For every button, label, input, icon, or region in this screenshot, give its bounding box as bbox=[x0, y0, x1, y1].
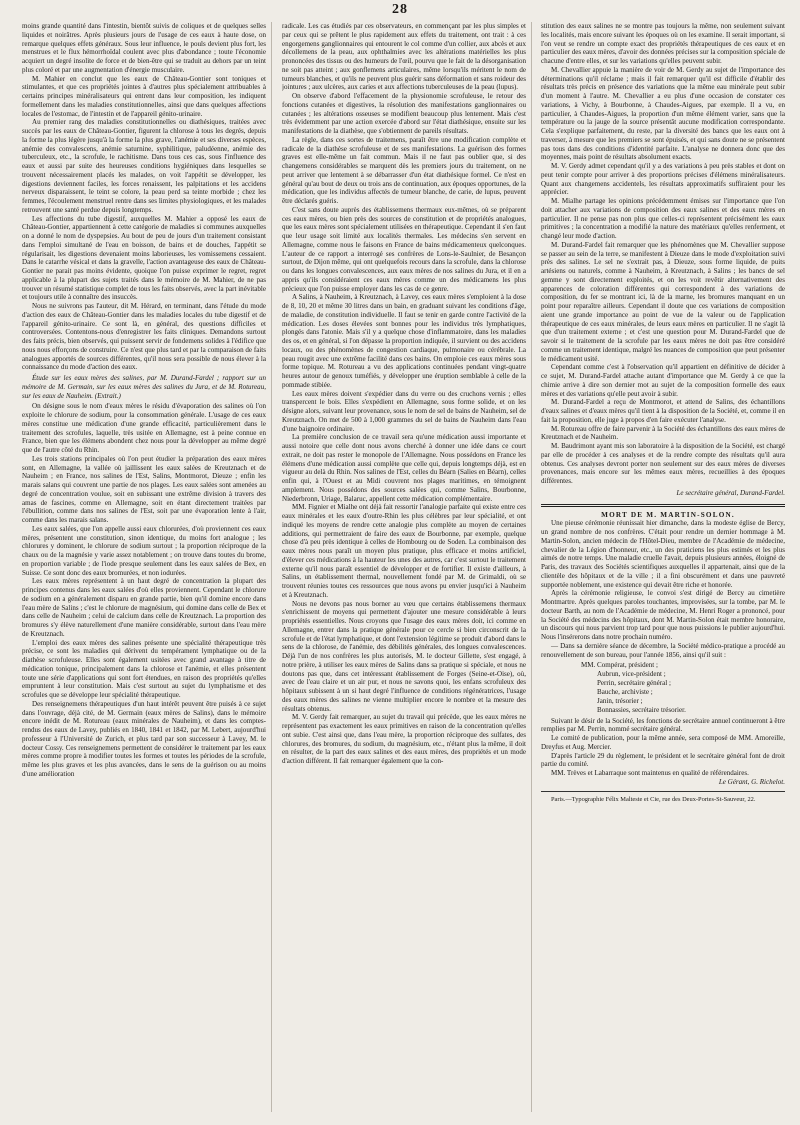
paragraph: moins grande quantité dans l'intestin, bientôt suivis de coliques et de quelques selles liquides et noirâtres. Après plusieurs jours de l'usage de ces eaux à haute dose, on remarque quelques effets généraux. Sous leur influence, le pouls devient plus fort, les menstrues et le flux hémorrhoïdal coulent avec plus d'abondance ; toute l'économie acquiert un degré insolite de force et de bien-être qui se traduit au dehors par un teint plus coloré et par une augmentation d'énergie musculaire. bbox=[22, 22, 266, 74]
gerant-signature: Le Gérant, G. Richelot. bbox=[718, 777, 785, 786]
paragraph: stitution des eaux salines ne se montre pas toujours la même, non seulement suivant les localités, mais encore suivant les époques où on les examine. Il serait important, si l'on veut se rendre un compte exact des propriétés thérapeutiques de ces eaux et en particulier des eaux mères, d'avoir des données précises sur la composition spéciale de chacune d'entre elles, et sur les variations qu'elles peuvent subir. bbox=[541, 22, 785, 65]
page-number: 28 bbox=[392, 2, 408, 17]
paragraph: L'emploi des eaux mères des salines présente une spécialité thérapeutique très précise, ce sont les maladies qui dérivent du tempérament lymphatique ou de la diathèse scrofuleuse. Elles sont également usitées avec grand avantage à titre de médication tonique, principalement dans la chlorose et l'anémie, et elles présentent toute une série d'applications qui sont fort étendues, en raison des propriétés qu'elles empruntent à leur constitution. Mais c'est surtout au sujet du lymphatisme et des scrofules que se développe leur spécialité thérapeutique. bbox=[22, 638, 266, 699]
paragraph: M. Mahier en conclut que les eaux de Château-Gontier sont toniques et stimulantes, et que ces propriétés jointes à d'autres plus spécialement attribuables à certains principes minéralisateurs qui entrent dans leur composition, les indiquent formellement dans les maladies constitutionnelles, ainsi que dans quelques affections locales de l'estomac, de l'intestin et de l'appareil génito-urinaire. bbox=[22, 74, 266, 118]
paragraph: M. Rotureau offre de faire parvenir à la Société des échantillons des eaux mères de Kreutznach et de Nauheim. bbox=[541, 424, 785, 442]
paragraph: M. Chevallier appuie la manière de voir de M. Gerdy au sujet de l'importance des déterminations qu'il réclame ; mais il fait remarquer qu'il est difficile d'établir des résultats très précis en présence des variations que la même eau minérale peut subir d'un moment à l'autre. M. Chevallier a eu plus d'une occasion de constater ces variations, à Vichy, à Bourbonne, à Chaudes-Aigues, par exemple. Il a vu, en particulier, à Chaudes-Aigues, la proportion d'un même élément varier, sans que la température ou la jauge de la source présentât aucune modification correspondante. Cela s'explique parfaitement, du reste, par la diversité des bancs que les eaux ont à traverser, à mesure que les premiers se sont épuisés, et qui sans doute ne se présentent pas tous dans des conditions d'identité parfaite. L'analyse ne donnera donc que des moyennes, mais point de résultats absolument exacts. bbox=[541, 65, 785, 162]
paragraph: radicale. Les cas étudiés par ces observateurs, en commençant par les plus simples et par ceux qui se prêtent le plus rapidement aux effets du traitement, ont trait : à ces engorgemens ganglionnaires qui entourent le col comme d'un collier, aux abcès et aux décollemens de la peau, aux ophthalmies avec les altérations matérielles les plus prononcées des tissus ou des humeurs de l'œil, pourvu que le fait de la désorganisation ne soit pas atteint ; aux gonflemens articulaires, même lorsqu'ils méritent le nom de tumeurs blanches, et qu'ils ne peuvent plus guérir sans déformation et sans roideur des jointures ; aux ulcères, aux caries et aux affections tuberculeuses de la peau (lupus). bbox=[282, 22, 526, 92]
paragraph: M. V. Gerdy admet cependant qu'il y a des variations à peu près stables et dont on peut tenir compte pour arriver à des proportions précises d'élémens minéralisateurs. Quant aux changemens accidentels, les résultats approximatifs suffiraient pour les apprécier. bbox=[541, 162, 785, 197]
paragraph: — Dans sa dernière séance de décembre, la Société médico-pratique a procédé au renouvellement de son bureau, pour l'année 1856, ainsi qu'il suit : bbox=[541, 641, 785, 659]
paragraph: M. Baudrimont ayant mis son laboratoire à la disposition de la Société, est chargé par elle de procéder à ces analyses et de la rendre compte des résultats qu'il aura obtenus. Ces analyses devront porter non seulement sur des eaux mères de diverses provenances, mais encore sur les mêmes eaux mères, recueillies à des époques différentes. bbox=[541, 442, 785, 485]
column-3 bbox=[541, 22, 785, 1112]
secretary-signature: Le secrétaire général, Durand-Fardel. bbox=[676, 488, 785, 497]
paragraph: Nous ne devons pas nous borner au vœu que certains établissemens thermaux s'enrichissent de moyens qui permettent d'ajouter une mesure considérable à leurs propriétés essentielles. Nous croyons que l'usage des eaux mères doit, ici comme en Allemagne, entrer dans la pratique générale pour ce cercle si bien circonscrit de la scrofule et de l'état lymphatique, et dont l'extension légitime se produit d'abord dans le sens de la chlorose, de l'anémie, des débilités générales, des longues convalescences. Déjà l'un de nos confrères les plus autorisés, M. le docteur Gillette, s'est engagé, à notre prière, à utiliser les eaux mères de Salins dans sa pratique si spéciale, et nous ne doutons pas que, dans cet intéressant établissement de Forges (Seine-et-Oise), où, avec de l'eau claire et un air pur, et nous ne savons quoi, les enfans scrofuleux des hôpitaux subissent à un si haut degré l'influence de conditions régénératrices, l'usage des eaux mères des salines ne vienne multiplier encore le nombre et la mesure des résultats obtenus. bbox=[282, 599, 526, 713]
officer-entry: Bonnassies, secrétaire trésorier. bbox=[597, 705, 686, 714]
column-divider bbox=[271, 22, 272, 1112]
paragraph: M. Mialhe partage les opinions précédemment émises sur l'importance que l'on doit attacher aux variations de composition des eaux salines et des eaux mères en particulier. Il ne pense pas non plus que celles-ci représentent précisément les eaux primitives ; la concentration a modifié la nature des matériaux qu'elles renferment, et changé leur mode d'action. bbox=[541, 197, 785, 240]
paragraph: D'après l'article 29 du règlement, le président et le secrétaire général font de droit partie du comité. bbox=[541, 751, 785, 769]
paragraph: M. Durand-Fardel a reçu de Montmorot, et attend de Salins, des échantillons d'eaux salines et d'eaux mères qu'il tient à la disposition de la Société, et, comme il en fait la proposition, elle juge à propos d'en faire exécuter l'analyse. bbox=[541, 398, 785, 424]
paragraph: La première conclusion de ce travail sera qu'une médication aussi importante et aussi notoire que celle dont nous avons cherché à donner une idée dans ce court extrait, ne doit pas rester le monopole de l'Allemagne. Nous possédons en France les élémens d'une médication aussi complète que celle qui, depuis longtemps déjà, est en vigueur au delà du Rhin. Nos salines de l'Est, celles du Béarn (Salies en Béarn), celles enfin qui, à l'Ouest et au Midi couvrent nos plages maritimes, en témoignent amplement. Nous possédons des sources salées qui, comme Salins, Bourbonne, Niederbronn, Uriage, Balaruc, appellent cette médication complémentaire. bbox=[282, 433, 526, 503]
paragraph: Le comité de publication, pour la même année, sera composé de MM. Amoreille, Dreyfus et Aug. Mercier. bbox=[541, 734, 785, 751]
officer-entry: Janin, trésorier ; bbox=[597, 696, 643, 705]
paragraph: Les eaux salées, que l'on appelle aussi eaux chlorurées, d'où proviennent ces eaux mères, présentent une constitution, sinon identique, du moins fort analogue ; les chlorures y dominent, le chlorure de sodium surtout ; la proportion réciproque de la chaux ou de la magnésie y varie assez notablement ; on trouve dans toutes du brome, en proportion variable ; de l'iode presque seulement dans les eaux salées de Bex, en Suisse. Ce sont donc des eaux bromurées, et non iodurées. bbox=[22, 524, 266, 577]
paragraph: La règle, dans ces sortes de traitemens, paraît être une modification complète et radicale de la diathèse scrofuleuse et de ses manifestations. La guérison des formes graves est elle-même un fait commun. Mais il ne faut pas oublier que, si des changemens considérables se marquent dès les premiers jours du traitement, on ne peut arriver que lentement à se débarrasser d'un état diathésique formel. Ce n'est en général qu'au bout de deux ou trois ans de continuation, aux époques opportunes, de la médication, que les individus affectés de tumeur blanche, de carie, de lupus, peuvent être déclarés guéris. bbox=[282, 135, 526, 205]
officer-entry: MM. Compérat, président ; bbox=[581, 661, 658, 670]
column-1 bbox=[22, 22, 266, 1112]
column-2 bbox=[282, 22, 526, 1112]
officer-entry: Aubrun, vice-président ; bbox=[597, 670, 666, 679]
paragraph: Suivant le désir de la Société, les fonctions de secrétaire annuel continueront à être remplies par M. Perrin, nommé secrétaire général. bbox=[541, 716, 785, 734]
paragraph: MM. Fignier et Mialhe ont déjà fait ressortir l'analogie parfaite qui existe entre ces eaux minérales et les eaux d'outre-Rhin les plus célèbres par leur spécialité, et ont indiqué les moyens de rendre cette analogie plus complète au moyen de certaines additions, qui permettraient de faire des eaux de Bourbonne, par exemple, quelque chose d'à peu près identique à celles de Hombourg ou de Soden. La combinaison des eaux mères nous paraît un moyen plus pratique, plus efficace et moins artificiel, d'élever ces médications à la hauteur les unes des autres, car c'est surtout le traitement externe qu'il nous paraît essentiel de développer et de fortifier. Il existe d'ailleurs, à Salins, un établissement thermal, nouvellement fondé par M. de Grimaldi, où se trouvent réunies toutes ces ressources que nous avons pu envier jusqu'ici à Nauheim et à Kreutznach. bbox=[282, 503, 526, 599]
paragraph: M. V. Gerdy fait remarquer, au sujet du travail qui précède, que les eaux mères ne représentent pas exactement les eaux primitives en raison de la concentration qu'elles ont subie. C'est ainsi que, dans l'eau mère, la proportion réciproque des sulfates, des chlorures, des bromures, du sodium, du magnésium, etc., n'étant plus la même, il doit en résulter, de la part des eaux salines et des eaux mères, des propriétés et un mode d'action différent. Il fait remarquer également que la con- bbox=[282, 713, 526, 765]
paragraph: Nous ne suivrons pas l'auteur, dit M. Hérard, en terminant, dans l'étude du mode d'action des eaux de Château-Gontier dans les maladies locales du tube digestif et de l'appareil génito-urinaire. Ce sont là, en général, des questions difficiles et controversées. Contentons-nous d'enregistrer les faits cliniques. Demandons surtout des faits précis, bien observés, qui puissent servir de fondemens solides à l'édifice que nous nous efforçons de construire. Ce n'est que plus tard et par la comparaison de faits analogues apportés de sources différentes, qu'il nous sera possible de nous élever à la connaissance du mode d'action des eaux. bbox=[22, 302, 266, 372]
paragraph: Les eaux mères représentent à un haut degré de concentration la plupart des principes contenus dans les eaux salées d'où elles proviennent. Cependant le chlorure de sodium en a généralement disparu en grande partie, bien qu'il domine encore dans l'eau mère de Salins ; c'est le chlorure de magnésium, qui domine dans celle de Bex et dans celle de Nauheim ; celui de calcium dans celle de Kreutznach. La proportion des bromures s'y élève naturellement d'une manière considérable, surtout dans l'eau mère de Kreutznach. bbox=[22, 577, 266, 638]
article-heading: Étude sur les eaux mères des salines, par M. Durand-Fardel ; rapport sur un mémoire de M. Germain, sur les eaux mères des salines du Jura, et de M. Rotureau, sur les eaux de Nauheim. (Extrait.) bbox=[22, 374, 266, 400]
section-title: MORT DE M. MARTIN-SOLON. bbox=[601, 510, 735, 519]
printer-imprint: Paris.—Typographie Félix Malteste et Cie, rue des Deux-Portes-St-Sauveur, 22. bbox=[551, 795, 756, 803]
paragraph: C'est sans doute auprès des établissemens thermaux eux-mêmes, où se préparent ces eaux mères, ou bien près des sources de constitution et de propriétés analogues, que les eaux mères sont spécialement utilisées en thérapeutique. Cependant il s'en faut que leur usage soit limité aux localités thermales. Les médecins s'en servent en Allemagne, comme nous le faisons en France de bains médicamenteux quelconques. L'auteur de ce rapport a interrogé ses confrères de Lons-le-Saulnier, de Besançon surtout, de Dijon même, qui ont quelquefois recours dans la scrofule, dans la chlorose ou dans les longues convalescences, aux eaux mères de nos salines du Jura, et il en a appris qu'ils considéraient ces eaux mères comme un des médicamens les plus précieux que l'on puisse employer dans les cas de ce genre. bbox=[282, 205, 526, 293]
paragraph: Les affections du tube digestif, auxquelles M. Mahier a opposé les eaux de Château-Gontier, appartiennent à cette catégorie de maladies si communes auxquelles on a donné le nom de dyspepsies. Au bout de peu de jours d'un traitement consistant dans l'emploi simultané de l'eau en boisson, de bains et de douches, l'appétit se régularisait, les digestions devenaient moins laborieuses, les vomissemens cessaient. Dans le catarrhe vésical et dans la gravelle, l'action avantageuse des eaux de Château-Gontier ne parait pas moins évidente, quoique l'on puisse exprimer le regret, regret applicable à la plupart des sujets traités dans le mémoire de M. Mahier, de ne pas trouver un résumé statistique complet de tous les faits observés, avec la part inévitable et toujours utile à connaître des insuccès. bbox=[22, 214, 266, 302]
paragraph: Les trois stations principales où l'on peut étudier la préparation des eaux mères sont, en Allemagne, la vallée où jaillissent les eaux salées de Kreutznach et de Nauheim ; en France, nos salines de l'Est, Salins, Montmorot, Dieuze ; enfin les marais salans qui couvrent une partie de nos plages. Les eaux salées sont amenées au degré de concentration voulue, soit en subissant une extrême division à travers des amas de fascines, comme en Allemagne, soit en étant directement traitées par l'ébullition, comme dans nos salines de l'Est, soit par une évaporation lente à l'air, comme dans les marais salans. bbox=[22, 454, 266, 524]
paragraph: Des renseignemens thérapeutiques d'un haut intérêt peuvent être puisés à ce sujet dans l'ouvrage, déjà cité, de M. Germain (eaux mères de Salins), dans le mémoire encore inédit de M. Rotureau (eaux minérales de Nauheim), et dans les comptes-rendus des eaux de Lavey, publiés en 1840, 1841 et 1842, par M. Lebert, aujourd'hui professeur à l'Université de Zurich, et plus tard par son successeur à Lavey, M. le docteur Cossy. Ces renseignemens permettent de considérer le traitement par les eaux mères comme propre à modifier toutes les formes et toutes les périodes de la scrofule, même les plus graves et les plus avancées, dans le sens de la guérison ou au moins d'une amélioration bbox=[22, 699, 266, 778]
paragraph: Après la cérémonie religieuse, le convoi s'est dirigé de Bercy au cimetière Montmartre. Après quelques paroles touchantes, improvisées, sur la tombe, par M. le docteur Barth, au nom de l'Académie de médecine, M. Henri Roger a prononcé, pour la Société des médecins des hôpitaux, dont M. Martin-Solon était membre honoraire, un discours qui nous parvient trop tard pour que nous puissions le publier aujourd'hui. Nous l'insérerons dans notre prochain numéro. bbox=[541, 589, 785, 641]
column-divider bbox=[531, 22, 532, 1112]
officer-entry: Perrin, secrétaire général ; bbox=[597, 679, 671, 688]
paragraph: M. Durand-Fardel fait remarquer que les phénomènes que M. Chevallier suppose se passer au sein de la terre, se manifestent à Dieuze dans le mode d'exploitation suivi près des salines. Le sel ne s'extrait pas, à Dieuze, sous forme liquide, de puits artésiens ou naturels, comme à Nauheim, à Kreutznach, à Salins ; les bancs de sel gemme y sont directement exploités, et on les voit revêtir alternativement des apparences de coloration différentes qui correspondent à des variations de composition, du fer se montrant ici, là de la marne, les bromures manquant en un point pour reparaître ailleurs. Cependant il doute que ces variations de composition aient une grande importance au point de vue de la valeur ou de l'application thérapeutique de ces eaux minérales, de leurs eaux mères en particulier. Il ne s'agit là que d'un traitement externe ; et c'est une question pour M. Durand-Fardel que de savoir si le traitement de la scrofule par les eaux mères ne doit pas être considéré comme un traitement identique, malgré les nuances de composition que peut présenter le médicament usité. bbox=[541, 240, 785, 363]
paragraph: On désigne sous le nom d'eaux mères le résidu d'évaporation des salines où l'on exploite le chlorure de sodium, pour la consommation générale. L'usage de ces eaux mères constitue une médication d'une grande efficacité, particulièrement dans le traitement des scrofules, laquelle, très usitée en Allemagne, est à peine connue en France, bien que les élémens abondent chez nous pour la développer au même degré que de l'autre côté du Rhin. bbox=[22, 402, 266, 454]
paragraph: Une pieuse cérémonie réunissait hier dimanche, dans la modeste église de Bercy, un grand nombre de nos confrères. C'était pour rendre un dernier hommage à M. Martin-Solon, ancien médecin de l'Hôtel-Dieu, membre de l'Académie de médecine, chevalier de la Légion d'honneur, etc., un des praticiens les plus estimés et les plus aimés de notre temps. Une maladie cruelle l'avait, depuis plusieurs années, éloigné de Paris, des travaux des Sociétés scientifiques auxquelles il appartenait, ainsi que de la clientèle des hôpitaux et de la ville ; il a fini obscurément et dans une pauvreté supportée noblement, une existence qui devait être riche et honorée. bbox=[541, 519, 785, 589]
paragraph: On observe d'abord l'effacement de la physionomie scrofuleuse, le retour des fonctions cutanées et digestives, la résolution des manifestations ganglionnaires ou cutanées ; les altérations osseuses se modifient beaucoup plus lentement. Mais c'est très évidemment par une action exercée d'abord sur l'état diathésique, ensuite sur les manifestations de la diathèse, que s'obtiennent de pareils résultats. bbox=[282, 92, 526, 135]
paragraph: MM. Trèves et Labarraque sont maintenus en qualité de référendaires. bbox=[551, 769, 749, 778]
section-rule bbox=[541, 504, 785, 507]
officers-list bbox=[581, 661, 785, 714]
footer-rule bbox=[541, 791, 785, 792]
paragraph: Les eaux mères doivent s'expédier dans du verre ou des cruchons vernis ; elles transpercent le bois. Elles s'expédient en Allemagne, sous forme solide, et on les désigne alors, suivant leur provenance, sous le nom de sel de bains de Nauheim, sel de Kreutznach. On met de 500 à 1,000 grammes du sel de bains de Nauheim dans l'eau d'une baignoire ordinaire. bbox=[282, 389, 526, 433]
paragraph: A Salins, à Nauheim, à Kreutznach, à Lavey, ces eaux mères s'emploient à la dose de 8, 10, 20 et même 30 litres dans un bain, en graduant suivant les conditions d'âge, de maladie, de constitution individuelle. Il faut se tenir en garde contre l'activité de la médication. Les doses élevées sont bonnes pour les individus très lymphatiques, plongés dans l'atonie. Mais s'il y a quelque chose d'inflammatoire, dans les maladies des os, et en général, si l'on dépasse la proportion indiquée, il survient ou des accidens locaux, ou des phénomènes de congestion cardiaque, pulmonaire ou cérébrale. La peau rougit avec une extrême facilité dans ces bains. On emploie ces eaux mères sous forme topique. M. Rotureau a vu des applications continuées pendant vingt-quatre heures autour de genoux tuméfiés, y développer une éruption semblable à celle de la pommade stibiée. bbox=[282, 293, 526, 389]
paragraph: Au premier rang des maladies constitutionnelles ou diathésiques, traitées avec succès par les eaux de Château-Gontier, figurent la chlorose à tous les degrés, depuis la forme la plus légère jusqu'à la forme la plus grave, l'anémie et ses diverses espèces, anémie des convalescens, anémie saturnine, syphilitique, paludéenne, anémie des tuberculeux, etc., la scrofule, le rachitisme. Dans tous ces cas, sous l'influence des eaux et aussi par suite des heureuses conditions hygiéniques dans lesquelles se trouvent nécessairement placés les malades, on voit l'appétit se développer, les digestions deviennent faciles, les forces renaissent, les palpitations et les accidens nerveux disparaissent, le teint se colore, la peau perd sa teinte morbide ; chez les femmes, l'écoulement menstruel rentre dans ses limites physiologiques, et les malades retrouvent une santé perdue depuis longtemps. bbox=[22, 118, 266, 214]
officer-entry: Bauche, archiviste ; bbox=[597, 687, 653, 696]
paragraph: Cependant comme c'est à l'observation qu'il appartient en définitive de décider à ce sujet, M. Durand-Fardel attache autant d'importance que M. Gerdy à ce que la chimie arrive à dire son dernier mot au sujet de la composition formelle des eaux mères et des variations qu'elle peut avoir à subir. bbox=[541, 363, 785, 398]
